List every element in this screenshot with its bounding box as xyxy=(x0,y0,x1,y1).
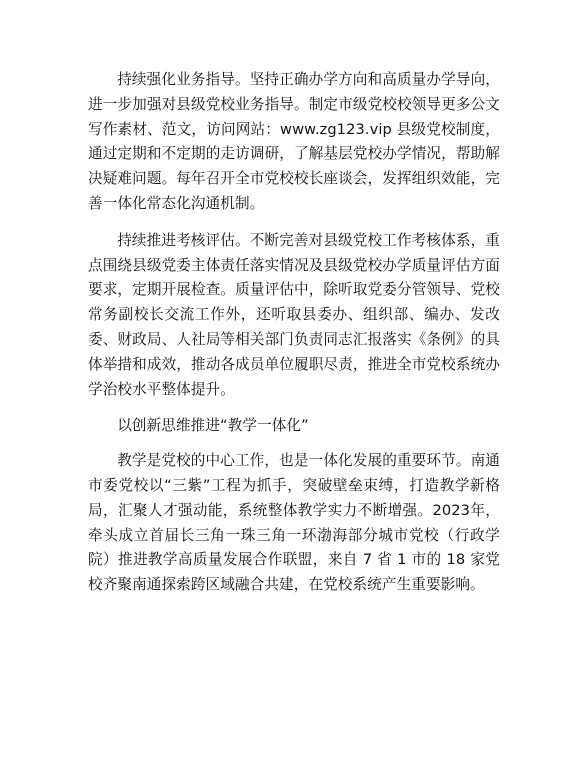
paragraph-teaching: 教学是党校的中心工作，也是一体化发展的重要环节。南通市委党校以“三紫”工程为抓手，突破壁垒束缚，打造教学新格局，汇聚人才强动能，系统整体教学实力不断增强。2023年，牵头成立首届长三角一珠三角一环渤海部分城市党校（行政学院）推进教学高质量发展合作联盟，来自 7 省 1 市的 18 家党校齐聚南通探索跨区域融合共建，在党校系统产生重要影响。 xyxy=(88,452,500,594)
section-heading: 以创新思维推进“教学一体化” xyxy=(117,417,309,435)
paragraph-assessment: 持续推进考核评估。不断完善对县级党校工作考核体系，重点围绕县级党委主体责任落实情况及县级党校办学质量评估方面要求，定期开展检查。质量评估中，除听取党委分管领导、党校常务副校长交流工作外，还听取县委办、组织部、编办、发改委、财政局、人社局等相关部门负责同志汇报落实《条例》的具体举措和成效，推动各成员单位履职尽责，推进全市党校系统办学治校水平整体提升。 xyxy=(88,231,500,398)
paragraph-business-guidance: 持续强化业务指导。坚持正确办学方向和高质量办学导向，进一步加强对县级党校业务指导。制定市级党校校领导更多公文写作素材、范文，访问网站：www.zg123.vip 县级党校制度，通过定期和不定期的走访调研，了解基层党校办学情况，帮助解决疑难问题。每年召开全市党校校长座谈会，发挥组织效能，完善一体化常态化沟通机制。 xyxy=(88,71,500,212)
document-body xyxy=(88,68,500,610)
